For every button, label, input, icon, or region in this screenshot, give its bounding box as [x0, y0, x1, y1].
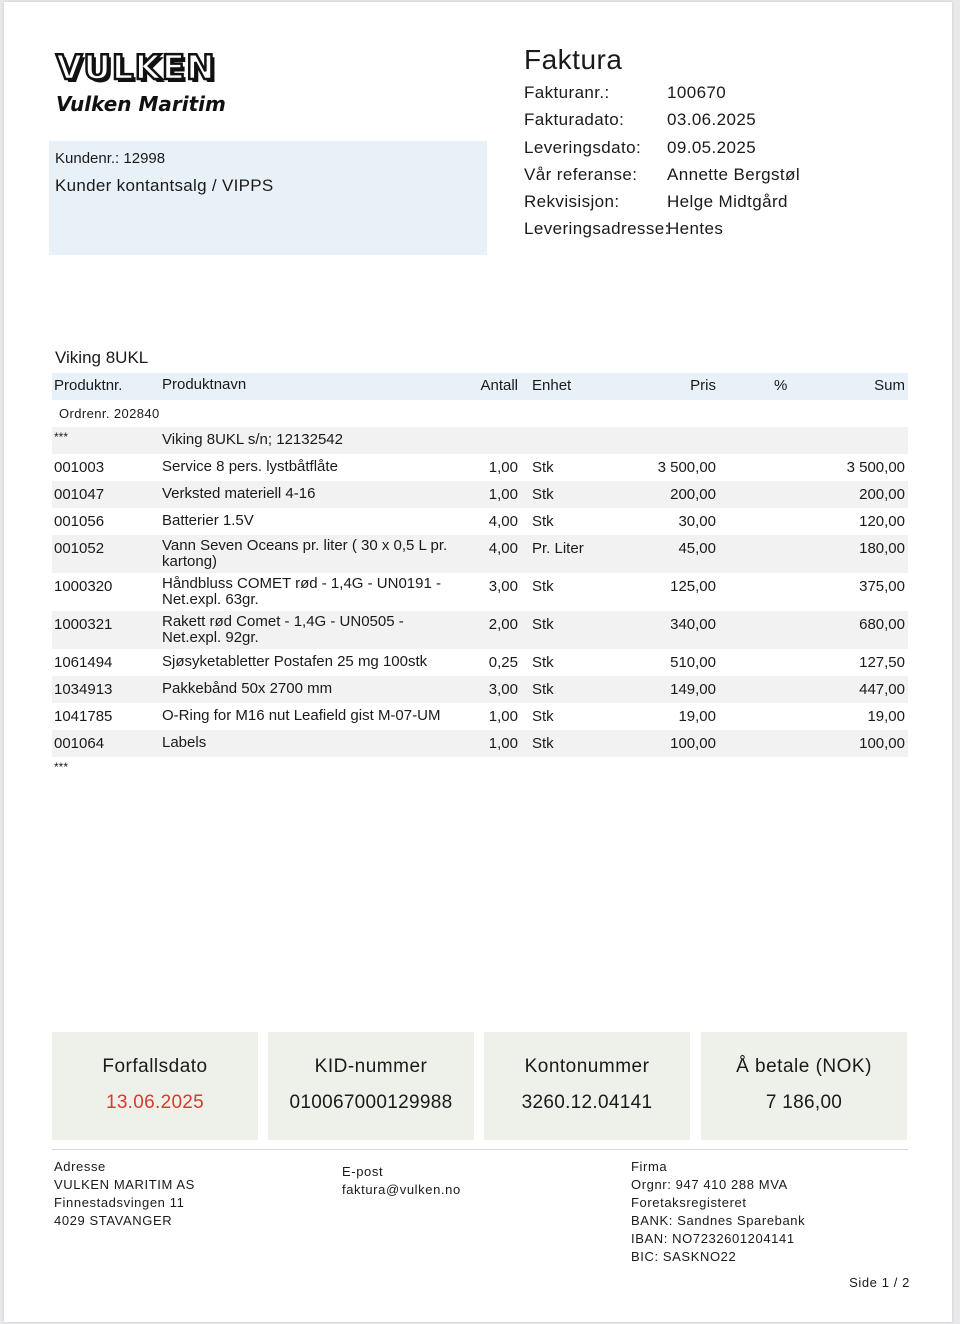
product-number: *** [54, 760, 69, 774]
price: 510,00 [670, 654, 716, 671]
product-number: 1000321 [54, 616, 113, 633]
meta-label: Rekvisisjon: [524, 192, 620, 211]
unit: Stk [532, 486, 554, 503]
product-name: Vann Seven Oceans pr. liter ( 30 x 0,5 L pr. kartong) [162, 537, 448, 570]
header-sum: Sum [874, 377, 905, 394]
table-row [52, 703, 908, 730]
line-sum: 180,00 [859, 540, 905, 557]
footer-company-heading: Firma [631, 1159, 668, 1174]
product-name: Håndbluss COMET rød - 1,4G - UN0191 - Net.expl. 63gr. [162, 575, 441, 608]
product-number: 1041785 [54, 708, 113, 725]
meta-value: Helge Midtgård [667, 192, 788, 211]
price: 19,00 [678, 708, 716, 725]
table-row [52, 427, 908, 454]
product-number: 001064 [54, 735, 105, 752]
quantity: 3,00 [488, 578, 518, 595]
quantity: 3,00 [488, 681, 518, 698]
line-sum: 375,00 [859, 578, 905, 595]
invoice-title: Faktura [524, 44, 623, 75]
quantity: 2,00 [488, 616, 518, 633]
line-sum: 100,00 [859, 735, 905, 752]
meta-label: Fakturanr.: [524, 83, 610, 102]
footer-bic: BIC: SASKNO22 [631, 1249, 737, 1264]
product-number: *** [54, 430, 69, 444]
meta-value: 03.06.2025 [667, 110, 757, 129]
price: 200,00 [670, 486, 716, 503]
product-name: O-Ring for M16 nut Leafield gist M-07-UM [162, 707, 441, 724]
footer-company-name: VULKEN MARITIM AS [54, 1177, 195, 1192]
table-row [52, 535, 908, 573]
amount-due-value: 7 186,00 [765, 1092, 843, 1113]
line-sum: 3 500,00 [846, 459, 905, 476]
meta-label: Leveringsdato: [524, 138, 642, 157]
table-row [52, 454, 908, 481]
order-ref-row [52, 400, 908, 427]
footer-street: Finnestadsvingen 11 [54, 1195, 185, 1210]
header-percent: % [774, 377, 788, 394]
table-body [52, 427, 908, 784]
unit: Stk [532, 513, 554, 530]
line-sum: 19,00 [867, 708, 905, 725]
order-number: Ordrenr. 202840 [59, 406, 160, 421]
unit: Stk [532, 681, 554, 698]
product-name: Viking 8UKL s/n; 12132542 [162, 431, 343, 448]
line-sum: 200,00 [859, 486, 905, 503]
meta-value: 100670 [667, 83, 727, 102]
footer-email-heading: E-post [342, 1164, 384, 1179]
amount-due-box [701, 1032, 907, 1140]
product-number: 001003 [54, 459, 105, 476]
quantity: 1,00 [488, 486, 518, 503]
footer-company [631, 1158, 805, 1266]
footer-register: Foretaksregisteret [631, 1195, 747, 1210]
quantity: 0,25 [488, 654, 518, 671]
footer-email [342, 1163, 461, 1199]
line-sum: 680,00 [859, 616, 905, 633]
customer-number: Kundenr.: 12998 [55, 150, 166, 167]
product-name: Batterier 1.5V [162, 512, 254, 529]
product-number: 001056 [54, 513, 105, 530]
product-name: Pakkebånd 50x 2700 mm [162, 680, 333, 697]
account-number-box [484, 1032, 690, 1140]
footer-orgnr: Orgnr: 947 410 288 MVA [631, 1177, 788, 1192]
header-produktnr: Produktnr. [54, 377, 123, 394]
header-enhet: Enhet [532, 377, 572, 394]
product-number: 001052 [54, 540, 105, 557]
price: 125,00 [670, 578, 716, 595]
quantity: 1,00 [488, 735, 518, 752]
company-logo [52, 48, 252, 118]
invoice-lines-table [52, 373, 908, 784]
logo-wordmark: VULKEN [56, 48, 216, 88]
header-pris: Pris [690, 377, 716, 394]
table-row [52, 481, 908, 508]
line-sum: 120,00 [859, 513, 905, 530]
product-name: Sjøsyketabletter Postafen 25 mg 100stk [162, 653, 428, 670]
meta-label: Vår referanse: [524, 165, 638, 184]
product-name: Verksted materiell 4-16 [162, 485, 316, 502]
table-row [52, 757, 908, 784]
account-number-label: Kontonummer [524, 1056, 650, 1077]
due-date-value: 13.06.2025 [105, 1092, 205, 1113]
group-title: Viking 8UKL [55, 348, 149, 367]
meta-value: Hentes [667, 219, 724, 238]
table-row [52, 676, 908, 703]
meta-label: Leveringsadresse: [524, 219, 670, 238]
table-row [52, 508, 908, 535]
unit: Stk [532, 616, 554, 633]
due-date-label: Forfallsdato [102, 1056, 208, 1077]
logo-subtitle: Vulken Maritim [56, 92, 226, 116]
unit: Stk [532, 735, 554, 752]
header-antall: Antall [480, 377, 518, 394]
quantity: 1,00 [488, 708, 518, 725]
table-header [52, 373, 908, 400]
footer-address-heading: Adresse [54, 1159, 106, 1174]
product-name: Rakett rød Comet - 1,4G - UN0505 - Net.expl. 92gr. [162, 613, 404, 646]
price: 149,00 [670, 681, 716, 698]
quantity: 4,00 [488, 540, 518, 557]
unit: Stk [532, 654, 554, 671]
line-sum: 127,50 [859, 654, 905, 671]
table-row [52, 611, 908, 649]
amount-due-label: Å betale (NOK) [736, 1056, 872, 1077]
header-produktnavn: Produktnavn [162, 376, 247, 393]
price: 30,00 [678, 513, 716, 530]
price: 45,00 [678, 540, 716, 557]
kid-number-box [268, 1032, 474, 1140]
product-number: 1000320 [54, 578, 113, 595]
unit: Pr. Liter [532, 540, 584, 557]
footer-address [54, 1158, 195, 1230]
footer-email-address: faktura@vulken.no [342, 1182, 461, 1197]
unit: Stk [532, 459, 554, 476]
product-number: 001047 [54, 486, 105, 503]
price: 340,00 [670, 616, 716, 633]
product-name: Service 8 pers. lystbåtflåte [162, 458, 338, 475]
customer-name: Kunder kontantsalg / VIPPS [55, 176, 274, 195]
product-number: 1061494 [54, 654, 113, 671]
unit: Stk [532, 578, 554, 595]
footer-bank: BANK: Sandnes Sparebank [631, 1213, 806, 1228]
line-sum: 447,00 [859, 681, 905, 698]
quantity: 4,00 [488, 513, 518, 530]
footer-city: 4029 STAVANGER [54, 1213, 173, 1228]
product-name: Labels [162, 734, 207, 751]
table-row [52, 649, 908, 676]
price: 3 500,00 [657, 459, 716, 476]
kid-number-value: 010067000129988 [289, 1092, 453, 1113]
meta-label: Fakturadato: [524, 110, 625, 129]
quantity: 1,00 [488, 459, 518, 476]
product-number: 1034913 [54, 681, 113, 698]
meta-value: 09.05.2025 [667, 138, 757, 157]
page-number: Side 1 / 2 [849, 1275, 910, 1290]
footer-divider [52, 1149, 908, 1150]
unit: Stk [532, 708, 554, 725]
table-row [52, 573, 908, 611]
account-number-value: 3260.12.04141 [521, 1092, 653, 1113]
footer-iban: IBAN: NO7232601204141 [631, 1231, 795, 1246]
table-row [52, 730, 908, 757]
meta-value: Annette Bergstøl [667, 165, 801, 184]
due-date-box [52, 1032, 258, 1140]
kid-number-label: KID-nummer [314, 1056, 428, 1077]
price: 100,00 [670, 735, 716, 752]
